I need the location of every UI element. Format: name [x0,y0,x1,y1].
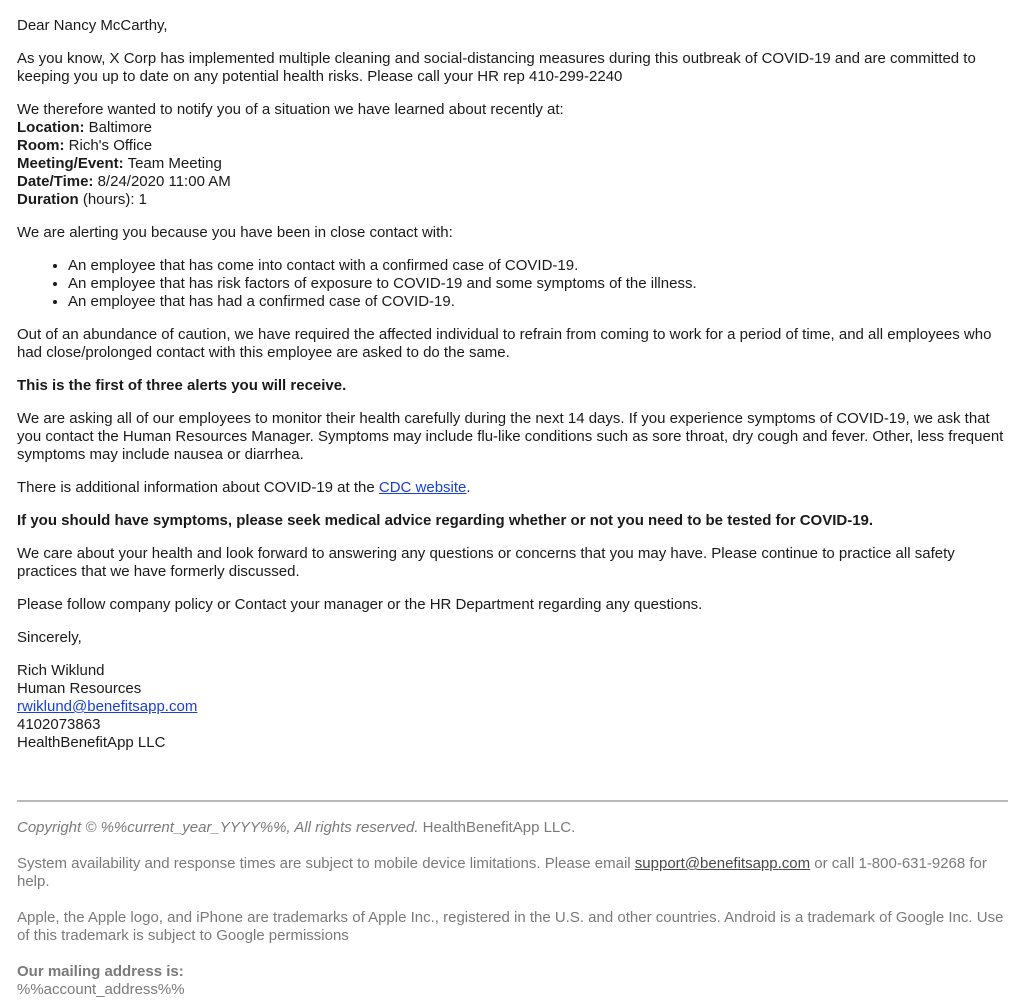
caution-paragraph: Out of an abundance of caution, we have required the affected individual to refrain from coming to work for a period of time, and all employees who had close/prolonged contact with this employee are asked to do the same. [17,326,992,361]
location-label: Location: [17,119,85,136]
signature-block [17,662,1012,752]
alert-intro: We are alerting you because you have been in close contact with: [17,224,453,241]
meeting-label: Meeting/Event: [17,155,124,172]
signature-name: Rich Wiklund [17,662,105,679]
meeting-row [17,155,1012,173]
meeting-value: Team Meeting [123,155,222,172]
care-paragraph: We care about your health and look forward to answering any questions or concerns that you may have. Please continue to practice all safety practices that we have formerly discussed. [17,545,955,580]
copyright-company: HealthBenefitApp LLC. [418,819,576,836]
contact-list [17,257,1012,311]
signature-department: Human Resources [17,680,142,697]
datetime-label: Date/Time: [17,173,94,190]
situation-details [17,101,1012,209]
policy-paragraph: Please follow company policy or Contact your manager or the HR Department regarding any questions. [17,596,703,613]
signature-company: HealthBenefitApp LLC [17,734,166,751]
cdc-website-link[interactable]: CDC website [378,479,467,496]
location-row [17,119,1012,137]
cdc-before: There is additional information about COVID-19 at the [17,479,379,496]
first-alert-notice [17,377,1012,395]
room-label: Room: [17,137,65,154]
cdc-paragraph [17,479,1012,497]
signature-email-link[interactable]: rwiklund@benefitsapp.com [17,698,198,715]
availability-after: or call 1-800-631-9268 for help. [17,855,987,890]
symptoms-advice [17,512,1012,530]
duration-label: Duration [17,191,79,208]
datetime-row [17,173,1012,191]
cdc-after: . [466,479,471,496]
datetime-value: 8/24/2020 11:00 AM [93,173,231,190]
list-item: • An employee that has risk factors of exposure to COVID-19 and some symptoms of the illness. [68,275,1012,293]
list-item: • An employee that has come into contact with a confirmed case of COVID-19. [68,257,1012,275]
closing: Sincerely, [17,629,82,646]
location-value: Baltimore [84,119,153,136]
symptoms-advice-text: If you should have symptoms, please seek medical advice regarding whether or not you need to be tested for COVID-19. [17,512,874,529]
list-item: • An employee that has had a confirmed case of COVID-19. [68,293,1012,311]
monitor-paragraph: We are asking all of our employees to monitor their health carefully during the next 14 days. If you experience symptoms of COVID-19, we ask that you contact the Human Resources Manager. Symptoms may include flu-like conditions such as sore throat, dry cough and fever. Other, less frequent symptoms may include nausea or diarrhea. [17,410,1004,463]
first-alert-text: This is the first of three alerts you will receive. [17,377,347,394]
mailing-address: %%account_address%% [17,981,185,998]
intro-paragraph: As you know, X Corp has implemented multiple cleaning and social-distancing measures during this outbreak of COVID-19 and are committed to keeping you up to date on any potential health risks. Please call your HR rep 410-299-2240 [17,50,976,85]
email-footer [17,819,1007,999]
support-email-link[interactable]: support@benefitsapp.com [634,855,811,872]
trademark-notice: Apple, the Apple logo, and iPhone are trademarks of Apple Inc., registered in the U.S. and other countries. Android is a trademark of Google Inc. Use of this trademark is subject to Google permissions [17,909,1004,944]
copyright-line [17,819,1007,837]
greeting: Dear Nancy McCarthy, [17,17,168,34]
signature-phone: 4102073863 [17,716,101,733]
availability-notice [17,855,1007,891]
email-body [17,17,1012,752]
footer-divider [17,800,1008,802]
room-row [17,137,1012,155]
signature-email-row [17,698,1012,716]
copyright-italic: Copyright © %%current_year_YYYY%%, All rights reserved. [17,819,419,836]
duration-value: (hours): 1 [78,191,148,208]
notify-text: We therefore wanted to notify you of a situation we have learned about recently at: [17,101,564,118]
availability-before: System availability and response times are subject to mobile device limitations. Please email [17,855,635,872]
mailing-address-heading: Our mailing address is: [17,963,184,980]
duration-row [17,191,1012,209]
room-value: Rich's Office [64,137,153,154]
